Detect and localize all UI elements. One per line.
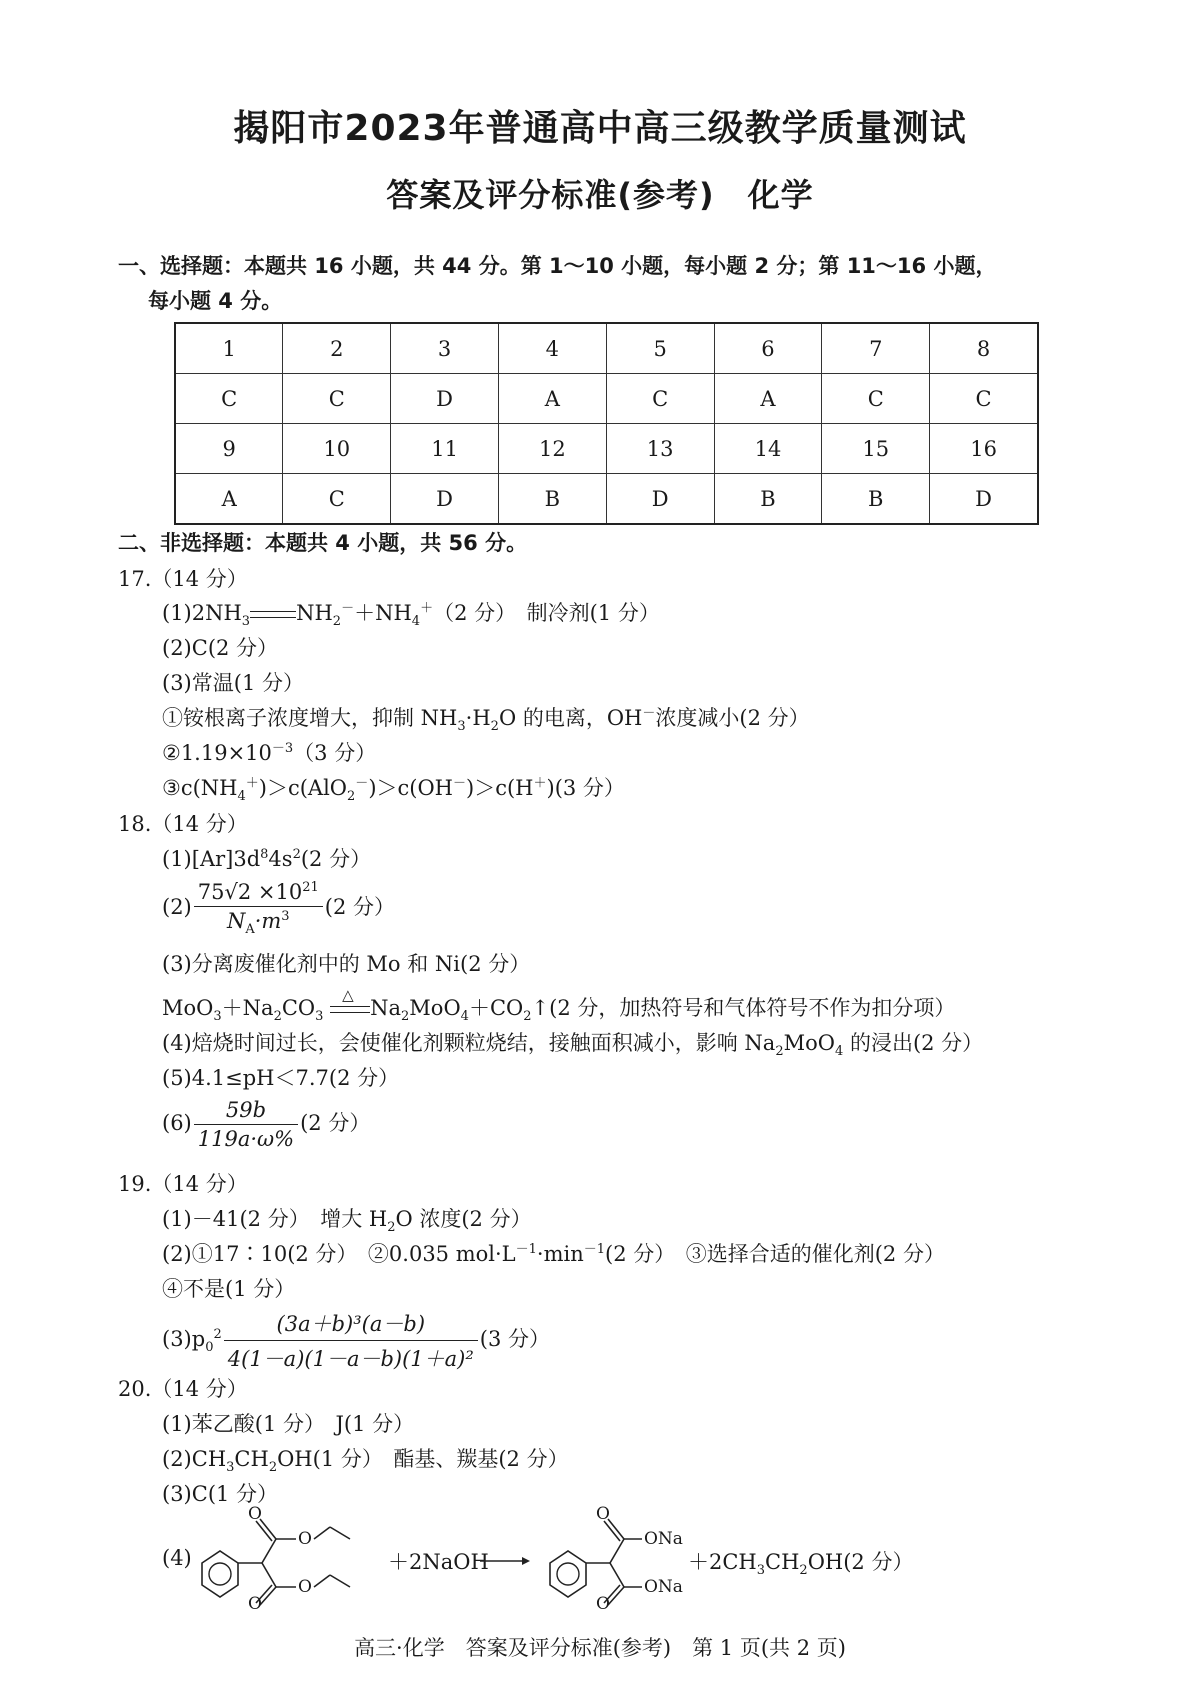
svg-text:ONa: ONa	[644, 1529, 683, 1549]
table-row	[175, 474, 1038, 525]
section2-heading: 二、非选择题：本题共 4 小题，共 56 分。	[118, 531, 528, 555]
table-cell: 2	[283, 323, 391, 374]
svg-text:O: O	[248, 1594, 262, 1610]
table-cell: C	[930, 374, 1038, 424]
q18-line3: (3)分离废催化剂中的 Mo 和 Ni(2 分）	[162, 952, 531, 976]
diethyl-phenylmalonate-structure	[190, 1505, 370, 1610]
svg-text:O: O	[298, 1529, 312, 1549]
q20-line3: (3)C(1 分）	[162, 1482, 279, 1506]
q20-line1: (1)苯乙酸(1 分） J(1 分）	[162, 1412, 415, 1436]
table-cell: 10	[283, 424, 391, 474]
q20-header: 20.（14 分）	[118, 1377, 248, 1401]
table-cell: D	[930, 474, 1038, 525]
table-cell: 7	[822, 323, 930, 374]
page-footer: 高三·化学 答案及评分标准(参考) 第 1 页(共 2 页)	[354, 1636, 846, 1660]
page-subtitle: 答案及评分标准(参考) 化学	[386, 176, 814, 214]
q17-line4: ①铵根离子浓度增大，抑制 $NH_3\cdot H_2O$ 的电离，OH－浓度减小(2 分）	[162, 706, 810, 735]
table-cell: 9	[175, 424, 283, 474]
table-cell: D	[391, 474, 499, 525]
table-cell: C	[283, 374, 391, 424]
q17-line3: (3)常温(1 分）	[162, 671, 304, 695]
q18-line7: (6) $\frac{59b}{119a\cdot\omega\%}$ (2 分）	[162, 1098, 371, 1151]
q18-line6: (5)4.1≤pH＜7.7(2 分）	[162, 1066, 400, 1090]
naoh-reagent: ＋2NaOH	[388, 1550, 489, 1574]
page-title: 揭阳市2023年普通高中高三级教学质量测试	[233, 108, 967, 149]
disodium-phenylmalonate-structure	[538, 1505, 688, 1610]
table-cell: 15	[822, 424, 930, 474]
q19-line4: $(3)p_0^2$ $\frac{\text{(3a＋b)³(a－b)}}{\text{4(1－a)(1－a－b)(1＋a)²}}$ (3 分）	[162, 1308, 550, 1373]
table-cell: 8	[930, 323, 1038, 374]
section1-heading-line2: 每小题 4 分。	[148, 289, 283, 313]
svg-text:O: O	[596, 1594, 610, 1610]
q19-line1: (1)－41(2 分） 增大 $H_2O$ 浓度(2 分）	[162, 1207, 532, 1236]
section1-heading-line1: 一、选择题：本题共 16 小题，共 44 分。第 1～10 小题，每小题 2 分；第 11～16 小题，	[118, 254, 997, 278]
q18-line2: (2) $\frac{75√2 \times 10^{21}}{N_A\cdot m^3}$ (2 分）	[162, 880, 395, 938]
table-cell: 11	[391, 424, 499, 474]
q17-line2: (2)C(2 分）	[162, 636, 279, 660]
table-cell: D	[606, 474, 714, 525]
table-cell: C	[175, 374, 283, 424]
table-cell: D	[391, 374, 499, 424]
equilibrium-arrow-icon	[250, 608, 296, 622]
q18-line4: $MoO_3+Na_2CO_3$ △ $Na_2MoO_4+CO_2↑(2$ 分，加热符号和气体符号不作为扣分项）	[162, 985, 956, 1025]
svg-text:O: O	[298, 1577, 312, 1597]
table-cell: 6	[714, 323, 822, 374]
table-cell: B	[714, 474, 822, 525]
q17-line5: $②1.19\times 10^{-3}(3$ 分）	[162, 741, 377, 765]
q17-line6: $③c(NH_4^+)>c(AlO_2^-)>c(OH^-)>c(H^+)(3$ 分）	[162, 776, 625, 805]
ethanol-product: $+2CH_3CH_2OH(2$ 分）	[688, 1550, 914, 1579]
answer-table	[174, 322, 1039, 525]
q19-line3: ④不是(1 分）	[162, 1277, 296, 1301]
q19-line2: (2)①17∶10(2 分） ②0.035 $mol\cdot L^{-1}\cdot\min^{-1}(2$ 分） ③选择合适的催化剂(2 分）	[162, 1242, 945, 1266]
q20-line2: $(2)CH_3CH_2OH(1$ 分） 酯基、羰基(2 分）	[162, 1447, 569, 1476]
table-cell: A	[175, 474, 283, 525]
table-row	[175, 424, 1038, 474]
q20-line4-prefix: (4)	[162, 1546, 192, 1570]
reaction-arrow-icon	[478, 1555, 530, 1567]
q18-line1: $(1)[Ar]3d^84s^2(2$ 分）	[162, 847, 372, 871]
q18-line5: (4)焙烧时间过长，会使催化剂颗粒烧结，接触面积减小，影响 $Na_2MoO_4$ 的浸出(2 分）	[162, 1031, 984, 1060]
q17-line1: $(1)2NH_3$ $NH_2^-+NH_4^+(2$ 分） 制冷剂(1 分）	[162, 601, 660, 630]
q17-header: 17.（14 分）	[118, 567, 248, 591]
kp-fraction: $\frac{\text{(3a＋b)³(a－b)}}{\text{4(1－a)(1－a－b)(1＋a)²}}$	[224, 1308, 478, 1373]
q19-header: 19.（14 分）	[118, 1172, 248, 1196]
svg-text:ONa: ONa	[644, 1577, 683, 1597]
purity-fraction: $\frac{59b}{119a\cdot\omega\%}$	[194, 1098, 298, 1151]
table-cell: C	[606, 374, 714, 424]
table-cell: B	[498, 474, 606, 525]
table-cell: 3	[391, 323, 499, 374]
table-cell: 12	[498, 424, 606, 474]
table-cell: A	[714, 374, 822, 424]
table-cell: B	[822, 474, 930, 525]
table-cell: A	[498, 374, 606, 424]
heating-arrow-icon: △	[330, 1000, 370, 1020]
table-cell: 4	[498, 323, 606, 374]
table-cell: 5	[606, 323, 714, 374]
table-row	[175, 323, 1038, 374]
svg-text:O: O	[596, 1505, 610, 1524]
density-fraction: $\frac{75√2 \times 10^{21}}{N_A\cdot m^3}$	[194, 880, 323, 937]
table-row	[175, 374, 1038, 424]
table-cell: 16	[930, 424, 1038, 474]
q18-header: 18.（14 分）	[118, 812, 248, 836]
table-cell: 14	[714, 424, 822, 474]
svg-text:O: O	[248, 1505, 262, 1524]
table-cell: C	[283, 474, 391, 525]
table-cell: 13	[606, 424, 714, 474]
table-cell: 1	[175, 323, 283, 374]
table-cell: C	[822, 374, 930, 424]
